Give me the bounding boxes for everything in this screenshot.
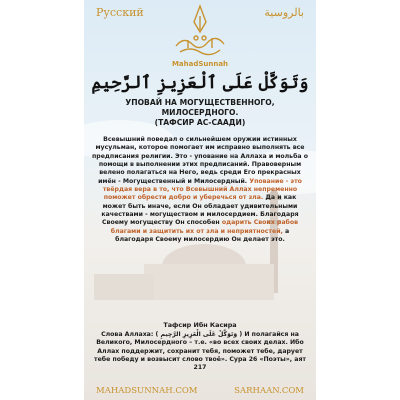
- footer: [84, 383, 316, 399]
- post-card: [84, 0, 316, 400]
- tafsir-saadi-text: [92, 136, 308, 244]
- pen-logo-icon: [170, 2, 230, 60]
- language-label-arabic: بالروسية: [264, 6, 304, 19]
- language-label: Русский: [96, 6, 144, 19]
- body-segment-highlight: одарить Своих рабов благами и защитить их от зла и неприятностей,: [110, 219, 298, 235]
- ayah-arabic: وَتَوَكَّلْ عَلَى ٱلْعَزِيزِ ٱلرَّحِيمِ: [91, 73, 309, 93]
- translation-line: УПОВАЙ НА МОГУЩЕСТВЕННОГО,: [125, 98, 275, 107]
- ayah-translation: [94, 98, 306, 128]
- tafsir-ibn-kathir-text: Слова Аллаха: ( وَتَوَكَّلْ عَلَى الْعَزِيزِ الرَّحِيمِ ) И полагайся на Великого, Милосердного – т.е. «во всех своих делах. Ибо Аллах поддержит, сохранит тебя, поможет тебе, дарует тебе победу и возвысит слово твоё». Сура 26 «Поэты», аят 217: [93, 331, 307, 372]
- translation-line: МИЛОСЕРДНОГО.: [161, 108, 239, 117]
- body-segment: Всевышний поведал о сильнейшем оружии истинных мусульман, которое помогает им исправно выполнять все предписания религии. Это - упование на Аллаха и мольба о помощи в выполнении этих предписаний. Правоверным велено полагаться на Него, ведь среди Его прекрасных имён - Могущественный и Милосердный.: [92, 136, 308, 185]
- body-segment: Да и как может быть иначе, если Он обладает удивительными качествами - могуществом и милосердием. Благодаря Своему могуществу Он способен: [101, 194, 299, 227]
- body-segment-highlight: Упование - это твёрдая вера в то, что Всевышний Аллах непременно поможет обрести добро и уберечься от зла.: [102, 177, 302, 202]
- logo-text: MahadSunnah: [171, 60, 229, 68]
- translation-line: (ТАФСИР АС-СААДИ): [154, 118, 246, 127]
- footer-link-left[interactable]: MAHADSUNNAH.COM: [96, 386, 198, 396]
- body-segment: а благодаря Своему милосердию Он делает это.: [115, 227, 290, 244]
- footer-link-right[interactable]: SARHAAN.COM: [234, 386, 304, 396]
- tafsir-title: Тафсир Ибн Касира: [163, 321, 237, 329]
